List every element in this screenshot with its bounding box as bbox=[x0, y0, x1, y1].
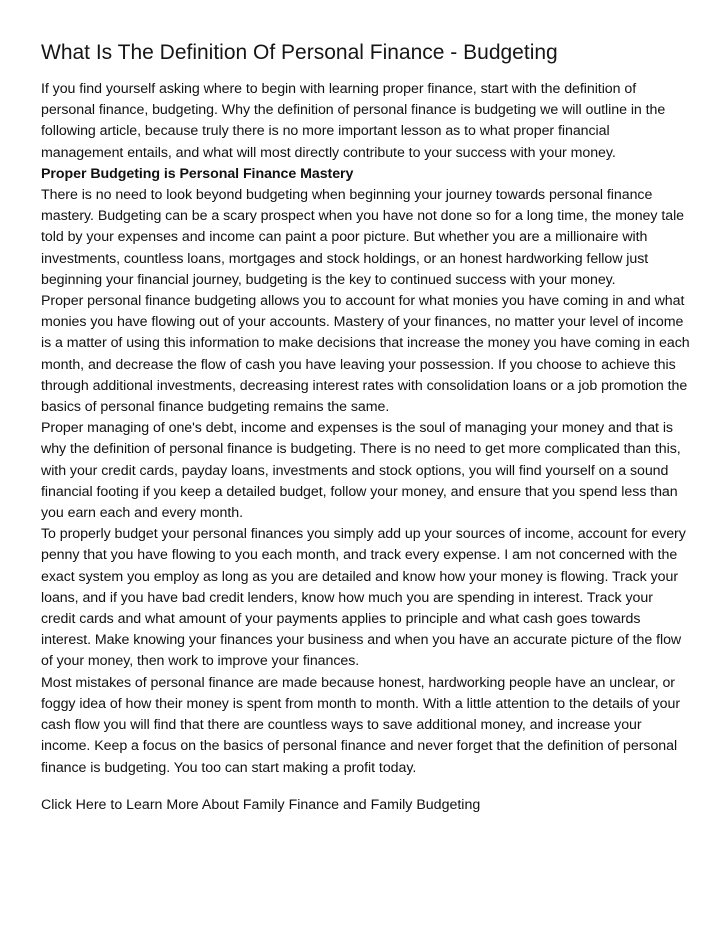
body-paragraph-3: Proper managing of one's debt, income and expenses is the soul of managing your money and that is why the definition of personal finance is budgeting. There is no need to get more complicated than this, with your credit cards, payday loans, investments and stock options, you will find yourself on a sound financial footing if you keep a detailed budget, follow your money, and ensure that you spend less than you earn each and every month. bbox=[41, 420, 681, 522]
learn-more-link[interactable]: Click Here to Learn More About Family Finance and Family Budgeting bbox=[41, 796, 481, 813]
document-title: What Is The Definition Of Personal Finance - Budgeting bbox=[41, 41, 558, 64]
body-paragraph-2: Proper personal finance budgeting allows you to account for what monies you have coming in and what monies you have flowing out of your accounts. Mastery of your finances, no matter your level of income is a matter of using this information to make decisions that increase the money you have coming in each month, and decrease the flow of cash you have leaving your possession. If you choose to achieve this through additional investments, decreasing interest rates with consolidation loans or a job promotion the basics of personal finance budgeting remains the same. bbox=[41, 293, 690, 416]
section-subheading: Proper Budgeting is Personal Finance Mastery bbox=[41, 165, 354, 182]
body-paragraph-4: To properly budget your personal finances you simply add up your sources of income, account for every penny that you have flowing to you each month, and track every expense. I am not concerned with the exact system you employ as long as you are detailed and know how your money is flowing. Track your loans, and if you have bad credit lenders, know how much you are spending in interest. Track your credit cards and what amount of your payments applies to principle and what cash goes towards interest. Make knowing your finances your business and when you have an accurate picture of the flow of your money, then work to improve your finances. bbox=[41, 526, 686, 670]
body-paragraph-5: Most mistakes of personal finance are made because honest, hardworking people have an unclear, or foggy idea of how their money is spent from month to month. With a little attention to the details of your cash flow you will find that there are countless ways to save additional money, and increase your income. Keep a focus on the basics of personal finance and never forget that the definition of personal finance is budgeting. You too can start making a profit today. bbox=[41, 674, 680, 776]
article-body bbox=[41, 79, 691, 779]
intro-paragraph: If you find yourself asking where to begin with learning proper finance, start with the definition of personal finance, budgeting. Why the definition of personal finance is budgeting we will outline in the following article, because truly there is no more important lesson as to what proper financial management entails, and what will most directly contribute to your success with your money. bbox=[41, 81, 666, 161]
body-paragraph-1: There is no need to look beyond budgeting when beginning your journey towards personal finance mastery. Budgeting can be a scary prospect when you have not done so for a long time, the money tale told by your expenses and income can paint a poor picture. But whether you are a millionaire with investments, countless loans, mortgages and stock holdings, or an honest hardworking fellow just beginning your financial journey, budgeting is the key to continued success with your money. bbox=[41, 187, 685, 288]
